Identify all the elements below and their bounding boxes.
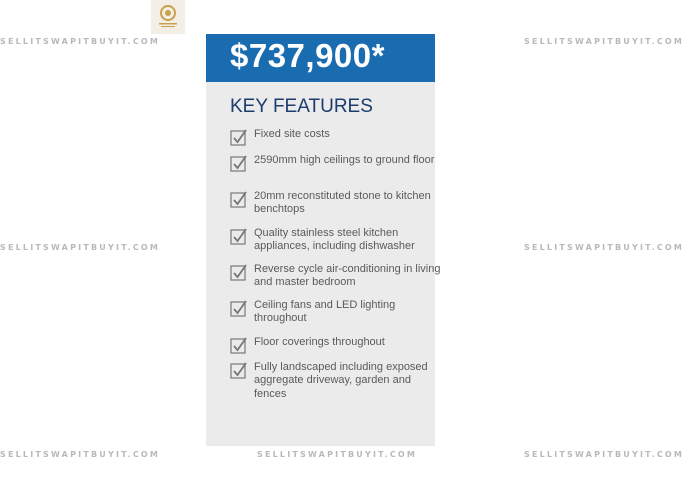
key-features-heading: KEY FEATURES (230, 96, 373, 117)
watermark-text: SELLITSWAPITBUYIT.COM (0, 243, 161, 252)
features-card (206, 34, 441, 446)
feature-text: 2590mm high ceilings to ground floor (254, 154, 435, 166)
checkbox-checked-icon (230, 361, 248, 381)
features-list (206, 34, 441, 446)
checkbox-checked-icon (230, 227, 248, 247)
checkbox-checked-icon (230, 263, 248, 283)
feature-text: 20mm reconstituted stone to kitchen benchtops (254, 190, 431, 216)
watermark-text: SELLITSWAPITBUYIT.COM (524, 243, 684, 252)
emblem-icon (157, 3, 179, 29)
watermark-text: SELLITSWAPITBUYIT.COM (0, 37, 161, 46)
feature-text: Floor coverings throughout (254, 336, 385, 348)
watermark-text: SELLITSWAPITBUYIT.COM (524, 37, 684, 46)
checkbox-checked-icon (230, 190, 248, 210)
watermark-text: SELLITSWAPITBUYIT.COM (257, 450, 418, 459)
logo (151, 0, 185, 34)
price: $737,900* (230, 37, 385, 74)
checkbox-checked-icon (230, 154, 248, 174)
feature-text: Quality stainless steel kitchen appliances, including dishwasher (254, 227, 415, 253)
feature-text: Reverse cycle air-conditioning in living and master bedroom (254, 263, 441, 289)
watermark-text: SELLITSWAPITBUYIT.COM (524, 450, 684, 459)
checkbox-checked-icon (230, 299, 248, 319)
feature-text: Ceiling fans and LED lighting throughout (254, 299, 396, 325)
checkbox-checked-icon (230, 336, 248, 356)
checkbox-checked-icon (230, 128, 248, 148)
feature-text: Fixed site costs (254, 128, 330, 140)
feature-text: Fully landscaped including exposed aggregate driveway, garden and fences (254, 361, 428, 400)
watermark-text: SELLITSWAPITBUYIT.COM (0, 450, 161, 459)
